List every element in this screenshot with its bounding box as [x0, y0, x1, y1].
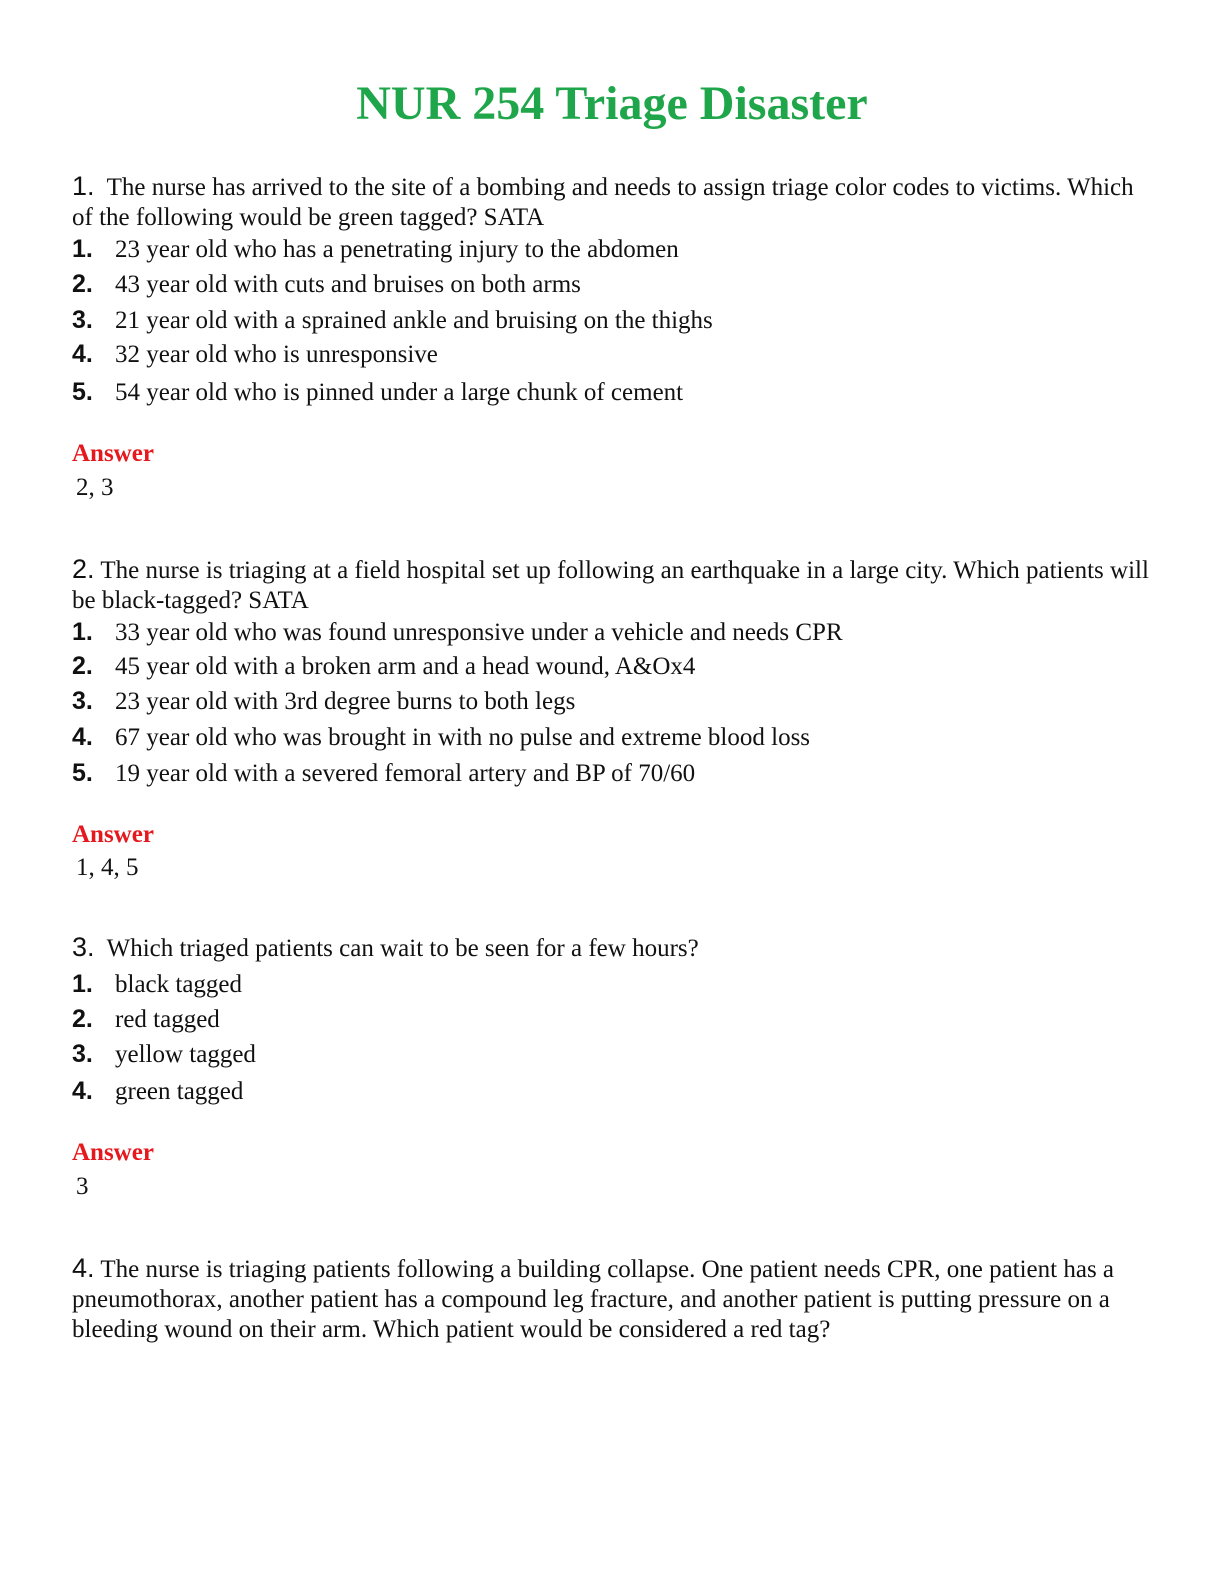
- answer-value: 1, 4, 5: [76, 854, 139, 881]
- option-item: [72, 686, 1152, 716]
- option-text: 67 year old who was brought in with no pulse and extreme blood loss: [115, 724, 811, 751]
- option-item: [72, 234, 1152, 264]
- option-item: [72, 269, 1152, 299]
- option-number: 4.: [72, 723, 93, 751]
- option-text: red tagged: [115, 1006, 220, 1033]
- option-text: 45 year old with a broken arm and a head wound, A&Ox4: [115, 653, 696, 680]
- answer-label: Answer: [72, 1139, 154, 1166]
- answer-value: 2, 3: [76, 474, 114, 501]
- option-text: 33 year old who was found unresponsive under a vehicle and needs CPR: [115, 619, 843, 646]
- question-number: 2.: [72, 554, 95, 584]
- answer-label: Answer: [72, 821, 154, 848]
- question-3: [72, 932, 1152, 964]
- question-text: The nurse is triaging patients following a building collapse. One patient needs CPR, one patient has a pneumothorax, another patient has a compound leg fracture, and another patient is putting pressure on a bleeding wound on their arm. Which patient would be considered a red tag?: [72, 1256, 1115, 1343]
- option-item: [72, 377, 1152, 407]
- option-text: 23 year old who has a penetrating injury to the abdomen: [115, 236, 679, 263]
- option-item: [72, 722, 1152, 752]
- question-number: 1.: [72, 171, 95, 201]
- option-item: [72, 758, 1152, 788]
- answer-label: Answer: [72, 440, 154, 467]
- option-text: green tagged: [115, 1078, 244, 1105]
- option-item: [72, 969, 1152, 999]
- option-number: 4.: [72, 340, 93, 368]
- option-item: [72, 1039, 1152, 1069]
- question-1: [72, 171, 1152, 233]
- option-text: 43 year old with cuts and bruises on both arms: [115, 271, 581, 298]
- page-title: NUR 254 Triage Disaster: [356, 77, 868, 130]
- option-item: [72, 305, 1152, 335]
- option-item: [72, 1004, 1152, 1034]
- option-number: 5.: [72, 759, 93, 787]
- option-number: 1.: [72, 618, 93, 646]
- option-number: 2.: [72, 652, 93, 680]
- question-2: [72, 554, 1152, 616]
- option-text: 54 year old who is pinned under a large chunk of cement: [115, 379, 684, 406]
- option-number: 1.: [72, 970, 93, 998]
- question-4: [72, 1253, 1152, 1345]
- option-number: 1.: [72, 235, 93, 263]
- option-number: 4.: [72, 1077, 93, 1105]
- option-item: [72, 339, 1152, 369]
- answer-value: 3: [76, 1173, 89, 1200]
- option-text: black tagged: [115, 971, 243, 998]
- option-number: 2.: [72, 1005, 93, 1033]
- option-number: 2.: [72, 270, 93, 298]
- option-number: 3.: [72, 1040, 93, 1068]
- question-text: Which triaged patients can wait to be seen for a few hours?: [106, 935, 699, 962]
- option-text: 19 year old with a severed femoral artery and BP of 70/60: [115, 760, 696, 787]
- option-text: yellow tagged: [115, 1041, 256, 1068]
- option-item: [72, 651, 1152, 681]
- option-item: [72, 617, 1152, 647]
- option-number: 5.: [72, 378, 93, 406]
- option-text: 32 year old who is unresponsive: [115, 341, 438, 368]
- option-text: 23 year old with 3rd degree burns to both legs: [115, 688, 576, 715]
- option-number: 3.: [72, 306, 93, 334]
- option-text: 21 year old with a sprained ankle and bruising on the thighs: [115, 307, 713, 334]
- option-number: 3.: [72, 687, 93, 715]
- option-item: [72, 1076, 1152, 1106]
- question-text: The nurse is triaging at a field hospital set up following an earthquake in a large city. Which patients will be black-tagged? SATA: [72, 557, 1149, 614]
- question-number: 3.: [72, 932, 95, 962]
- question-text: The nurse has arrived to the site of a bombing and needs to assign triage color codes to victims. Which of the following would be green tagged? SATA: [72, 174, 1134, 231]
- question-number: 4.: [72, 1253, 95, 1283]
